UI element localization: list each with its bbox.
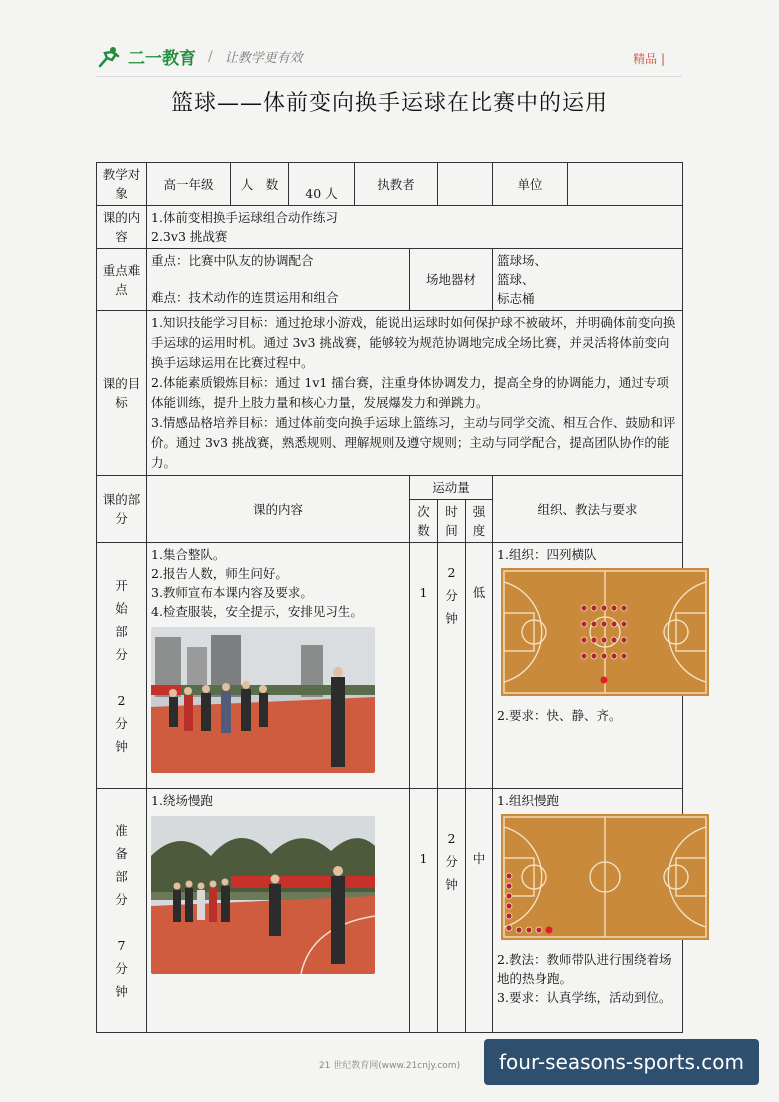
section-intensity-warmup: 中 [466, 789, 493, 1033]
logo [96, 44, 303, 69]
section-times-start: 1 [410, 543, 438, 789]
lesson-plan-table [96, 162, 683, 1033]
watermark: four-seasons-sports.com [484, 1039, 759, 1085]
part-header: 课的部分 [97, 476, 147, 543]
page-title: 篮球——体前变向换手运球在比赛中的运用 [170, 91, 608, 116]
content-item: 3.教师宣布本课内容及要求。 [151, 585, 313, 600]
object-label: 教学对象 [97, 163, 147, 206]
goal-line: 2.体能素质锻炼目标：通过 1v1 擂台赛，注重身体协调发力，提高全身的协调能力，通过专项体能训练，提升上肢力量和核心力量，发展爆发力和弹跳力。 [151, 375, 669, 410]
content-line: 1.体前变相换手运球组合动作练习 [151, 210, 338, 225]
content-item: 1.绕场慢跑 [151, 793, 213, 808]
org-requirement: 3.要求：认真学练，活动到位。 [497, 990, 672, 1005]
section-content-warmup [147, 789, 410, 1033]
focus-text [147, 249, 410, 311]
content-header: 课的内容 [147, 476, 410, 543]
section-time-start: 2 分 钟 [438, 543, 466, 789]
court-diagram-jog [501, 814, 709, 940]
goals-text [147, 311, 683, 476]
times-header: 次数 [410, 500, 438, 543]
key-point: 重点：比赛中队友的协调配合 [151, 253, 314, 268]
org-method: 2.教法：教师带队进行围绕着场地的热身跑。 [497, 952, 672, 986]
count-label: 人 数 [231, 163, 289, 206]
section-content-start [147, 543, 410, 789]
header-rule [96, 76, 682, 77]
org-title: 1.组织慢跑 [497, 793, 559, 808]
footer-source: 21 世纪教育网(www.21cnjy.com) [318, 1061, 461, 1071]
class-lineup-photo [151, 627, 375, 773]
goal-line: 1.知识技能学习目标：通过抢球小游戏，能说出运球时如何保护球不被破坏，并明确体前变向换手运球的运用时机。通过 3v3 挑战赛，能够较为规范协调地完成全场比赛，并灵活将体前变向换手运球运用在比赛过程中。 [151, 315, 676, 370]
intensity-header: 强度 [466, 500, 493, 543]
premium-badge: 精品 | [633, 52, 665, 66]
teacher-value [438, 163, 493, 206]
runner-icon [96, 46, 122, 68]
content-item: 2.报告人数，师生问好。 [151, 566, 288, 581]
load-header: 运动量 [410, 476, 493, 500]
content-item: 4.检查服装，安全提示，安排见习生。 [151, 604, 363, 619]
goal-line: 3.情感品格培养目标：通过体前变向换手运球上篮练习，主动与同学交流、相互合作、鼓励和评价。通过 3v3 挑战赛，熟悉规则、理解规则及遵守规则；主动与同学配合，提高团队协作的能力。 [151, 415, 676, 470]
venue-item: 篮球场、 [497, 253, 548, 268]
section-part-warmup: 准 备 部 分 7 分 钟 [97, 789, 147, 1033]
unit-label: 单位 [493, 163, 568, 206]
court-diagram-lineup [501, 568, 709, 696]
section-time-warmup: 2 分 钟 [438, 789, 466, 1033]
divider: / [208, 48, 213, 65]
student-count: 40 人 [289, 163, 355, 206]
section-part-start: 开 始 部 分 2 分 钟 [97, 543, 147, 789]
content-lines [147, 206, 683, 249]
warmup-jog-photo [151, 816, 375, 974]
section-org-start [493, 543, 683, 789]
venue-item: 篮球、 [497, 272, 535, 287]
org-header: 组织、教法与要求 [493, 476, 683, 543]
goals-label: 课的目标 [97, 311, 147, 476]
content-item: 1.集合整队。 [151, 547, 226, 562]
venue-item: 标志桶 [497, 291, 535, 306]
grade: 高一年级 [147, 163, 231, 206]
time-header: 时间 [438, 500, 466, 543]
brand-name: 二一教育 [128, 49, 196, 69]
section-times-warmup: 1 [410, 789, 438, 1033]
org-title: 1.组织：四列横队 [497, 547, 597, 562]
difficult-point: 难点：技术动作的连贯运用和组合 [151, 290, 339, 305]
unit-value [568, 163, 683, 206]
content-line: 2.3v3 挑战赛 [151, 229, 228, 244]
section-intensity-start: 低 [466, 543, 493, 789]
focus-label: 重点难点 [97, 249, 147, 311]
section-org-warmup [493, 789, 683, 1033]
teacher-label: 执教者 [355, 163, 438, 206]
content-label: 课的内容 [97, 206, 147, 249]
org-requirement: 2.要求：快、静、齐。 [497, 708, 622, 723]
slogan: 让教学更有效 [224, 51, 303, 66]
venue-list [493, 249, 683, 311]
venue-label: 场地器材 [410, 249, 493, 311]
